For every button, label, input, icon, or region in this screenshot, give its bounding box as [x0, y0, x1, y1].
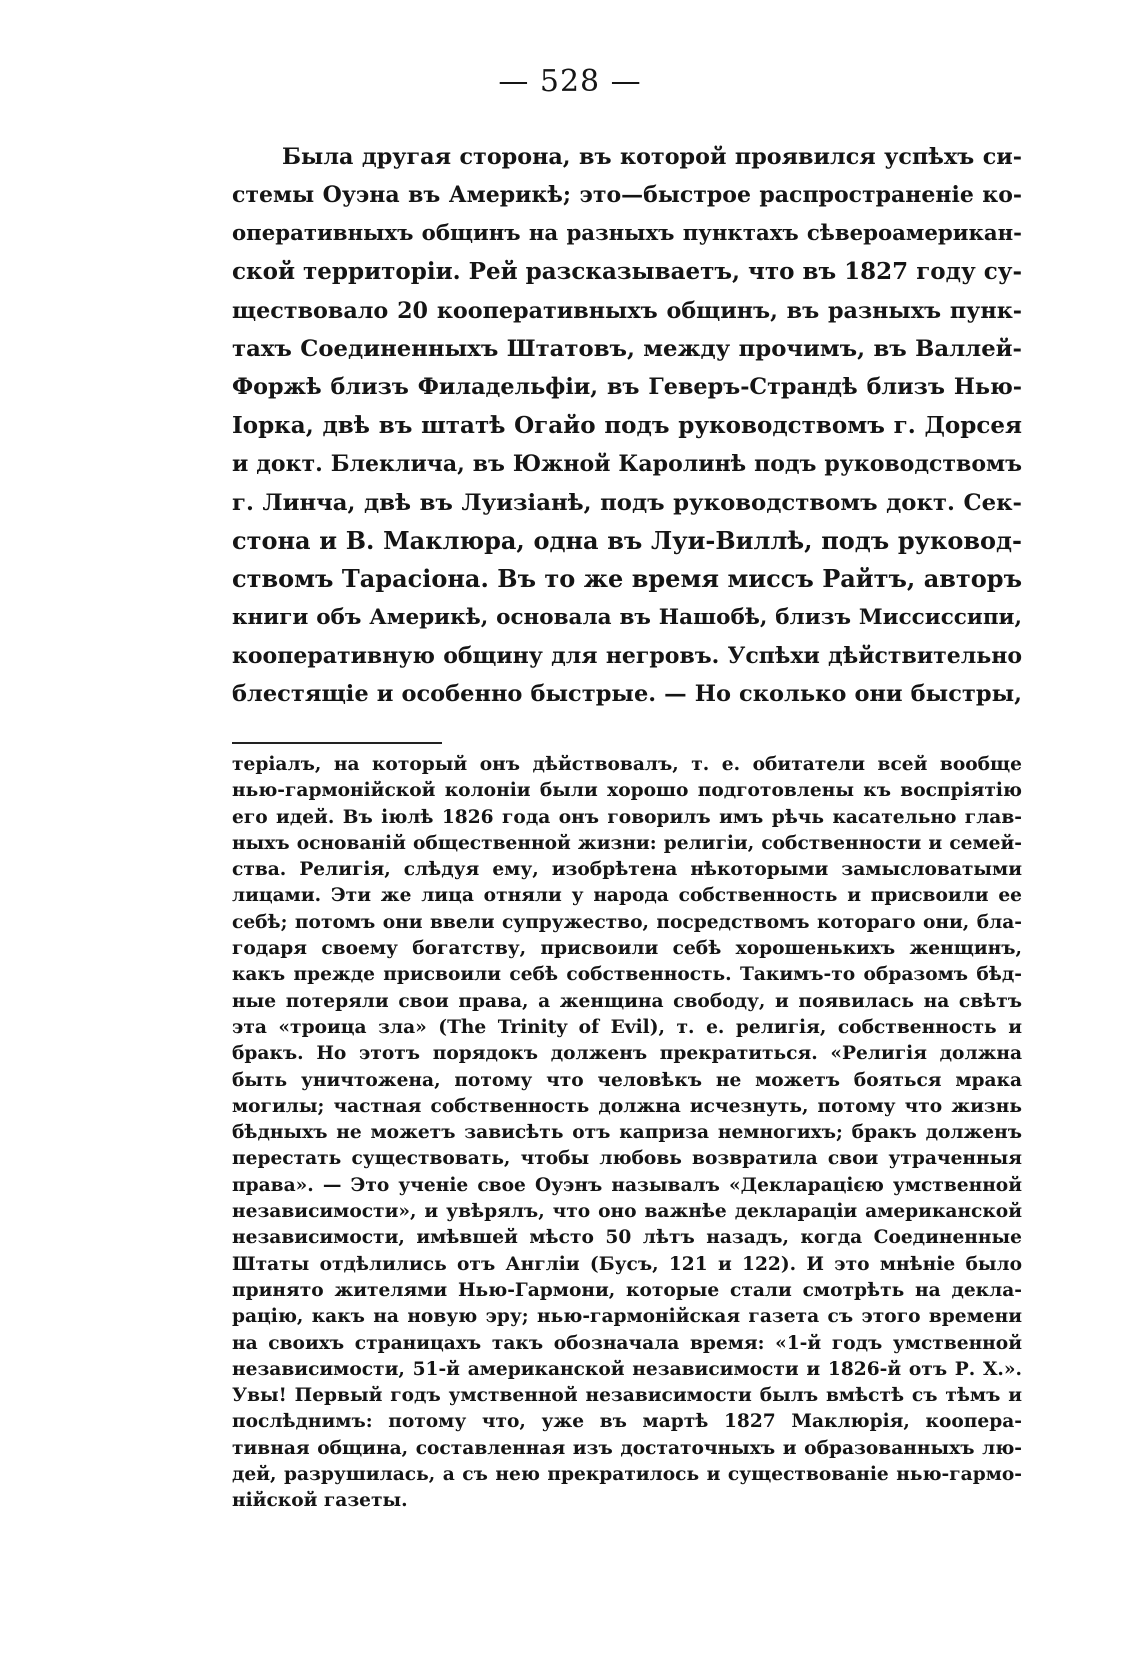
footnote-line: независимости, имѣвшей мѣсто 50 лѣтъ назадъ, когда Соединенные — [232, 1227, 1022, 1249]
text-line: и докт. Блеклича, въ Южной Каролинѣ подъ руководствомъ — [232, 451, 1022, 478]
footnote-line: тивная община, составленная изъ достаточныхъ и образованныхъ лю- — [232, 1437, 1022, 1459]
footnote-line: перестать существовать, чтобы любовь возвратила свои утраченныя — [232, 1148, 1022, 1170]
footnote-line: нью-гармонійской колоніи были хорошо подготовлены къ воспріятію — [232, 780, 1022, 802]
footnote-line: рацію, какъ на новую эру; нью-гармонійская газета съ этого времени — [232, 1306, 1022, 1328]
text-line: кооперативную общину для негровъ. Успѣхи дѣйствительно — [232, 643, 1022, 670]
footnote-line: эта «троица зла» (The Trinity of Evil), т. е. религія, собственность и — [232, 1016, 1022, 1038]
text-line: ской территоріи. Рей разсказываетъ, что въ 1827 году су- — [232, 258, 1022, 286]
footnote-line: дей, разрушилась, а съ нею прекратилось и существованіе нью-гармо- — [232, 1464, 1022, 1486]
footnote-line: Штаты отдѣлились отъ Англіи (Бусъ, 121 и 122). И это мнѣніе было — [232, 1253, 1022, 1275]
footnote-line: независимости», и увѣрялъ, что оно важнѣе деклараціи американской — [232, 1201, 1022, 1223]
footnote-line: Увы! Первый годъ умственной независимости былъ вмѣстѣ съ тѣмъ и — [232, 1385, 1022, 1407]
footnote-line: послѣднимъ: потому что, уже въ мартѣ 1827 Маклюрія, коопера- — [232, 1411, 1022, 1433]
footnote-line: бракъ. Но этотъ порядокъ долженъ прекратиться. «Религія должна — [232, 1043, 1022, 1065]
footnote-line: теріалъ, на который онъ дѣйствовалъ, т. е. обитатели всей вообще — [232, 754, 1022, 775]
text-line: Была другая сторона, въ которой проявился успѣхъ си- — [282, 144, 1022, 170]
text-line: ствомъ Тарасіона. Въ то же время миссъ Райтъ, авторъ — [232, 564, 1022, 594]
text-line: стона и В. Маклюра, одна въ Луи-Виллѣ, подъ руковод- — [232, 525, 1022, 555]
footnote-line: на своихъ страницахъ такъ обозначала время: «1-й годъ умственной — [232, 1332, 1022, 1354]
text-line: стемы Оуэна въ Америкѣ; это—быстрое распространеніе ко- — [232, 182, 1022, 209]
footnote-line: годаря своему богатству, присвоили себѣ хорошенькихъ женщинъ, — [232, 938, 1022, 960]
footnote-line: права». — Это ученіе свое Оуэнъ называлъ «Декларацією умственной — [232, 1174, 1022, 1196]
text-line: блестящіе и особенно быстрые. — Но сколько они быстры, — [232, 681, 1022, 708]
text-line: Іорка, двѣ въ штатѣ Огайо подъ руководствомъ г. Дорсея — [232, 411, 1022, 439]
footnote-line: бѣдныхъ не можетъ зависѣть отъ каприза немногихъ; бракъ долженъ — [232, 1122, 1022, 1144]
footnote-line: себѣ; потомъ они ввели супружество, посредствомъ котораго они, бла- — [232, 911, 1022, 933]
footnote-line: ства. Религія, слѣдуя ему, изобрѣтена нѣкоторыми замысловатыми — [232, 859, 1022, 881]
footnote-line: ные потеряли свои права, а женщина свободу, и появилась на свѣтъ — [232, 990, 1022, 1012]
text-line: г. Линча, двѣ въ Луизіанѣ, подъ руководствомъ докт. Сек- — [232, 489, 1022, 516]
footnote-line: ныхъ основаній общественной жизни: религіи, собственности и семей- — [232, 832, 1022, 854]
footnote-line: независимости, 51-й американской независимости и 1826-й отъ Р. Х.». — [232, 1358, 1022, 1380]
text-line: тахъ Соединенныхъ Штатовъ, между прочимъ, въ Валлей- — [232, 335, 1022, 362]
footnote-line: принято жителями Нью-Гармони, которые стали смотрѣть на декла- — [232, 1279, 1022, 1301]
footnote-divider — [232, 742, 442, 744]
footnote — [232, 752, 1022, 1515]
page-number: — 528 — — [498, 64, 642, 99]
footnote-line: его идей. Въ іюлѣ 1826 года онъ говорилъ имъ рѣчь касательно глав- — [232, 806, 1022, 828]
footnote-line: какъ прежде присвоили себѣ собственность. Такимъ-то образомъ бѣд- — [232, 964, 1022, 986]
footnote-line: лицами. Эти же лица отняли у народа собственность и присвоили ее — [232, 885, 1022, 907]
text-line: книги объ Америкѣ, основала въ Нашобѣ, близъ Миссиссипи, — [232, 604, 1022, 630]
text-line: ществовало 20 кооперативныхъ общинъ, въ разныхъ пунк- — [232, 297, 1022, 324]
footnote-line: могилы; частная собственность должна исчезнуть, потому что жизнь — [232, 1095, 1022, 1117]
main-text — [232, 138, 1022, 714]
footnote-line: нійской газеты. — [232, 1490, 408, 1512]
text-line: Форжѣ близъ Филадельфіи, въ Геверъ-Страндѣ близъ Нью- — [232, 374, 1022, 401]
text-line: оперативныхъ общинъ на разныхъ пунктахъ сѣвероамерикан- — [232, 220, 1022, 246]
footnote-line: быть уничтожена, потому что человѣкъ не можетъ бояться мрака — [232, 1069, 1022, 1091]
